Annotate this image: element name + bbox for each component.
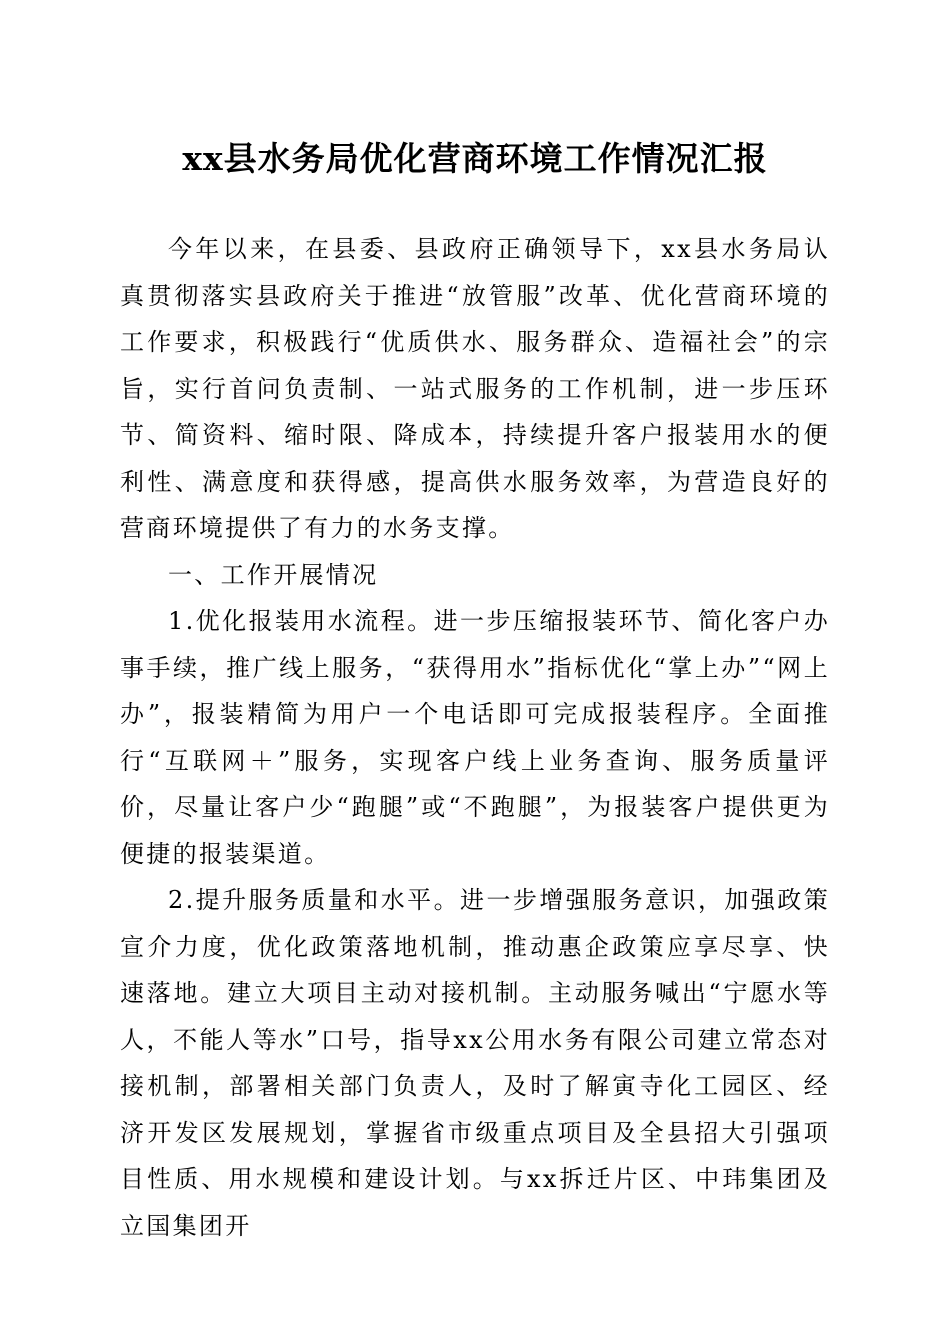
document-body [120, 226, 830, 1249]
intro-paragraph: 今年以来，在县委、县政府正确领导下，xx县水务局认真贯彻落实县政府关于推进“放管服”改革、优化营商环境的工作要求，积极践行“优质供水、服务群众、造福社会”的宗旨，实行首问负责制、一站式服务的工作机制，进一步压环节、简资料、缩时限、降成本，持续提升客户报装用水的便利性、满意度和获得感，提高供水服务效率，为营造良好的营商环境提供了有力的水务支撑。 [120, 235, 830, 542]
item-2-paragraph: 2.提升服务质量和水平。进一步增强服务意识，加强政策宣介力度，优化政策落地机制，推动惠企政策应享尽享、快速落地。建立大项目主动对接机制。主动服务喊出“宁愿水等人，不能人等水”口号，指导xx公用水务有限公司建立常态对接机制，部署相关部门负责人，及时了解寅寺化工园区、经济开发区发展规划，掌握省市级重点项目及全县招大引强项目性质、用水规模和建设计划。与xx拆迁片区、中玮集团及立国集团开 [120, 886, 830, 1240]
document-title: xx县水务局优化营商环境工作情况汇报 [182, 139, 768, 178]
item-1-paragraph: 1.优化报装用水流程。进一步压缩报装环节、简化客户办事手续，推广线上服务，“获得用水”指标优化“掌上办”“网上办”，报装精简为用户一个电话即可完成报装程序。全面推行“互联网＋”服务，实现客户线上业务查询、服务质量评价，尽量让客户少“跑腿”或“不跑腿”，为报装客户提供更为便捷的报装渠道。 [120, 607, 830, 868]
section-heading: 一、工作开展情况 [168, 560, 379, 589]
